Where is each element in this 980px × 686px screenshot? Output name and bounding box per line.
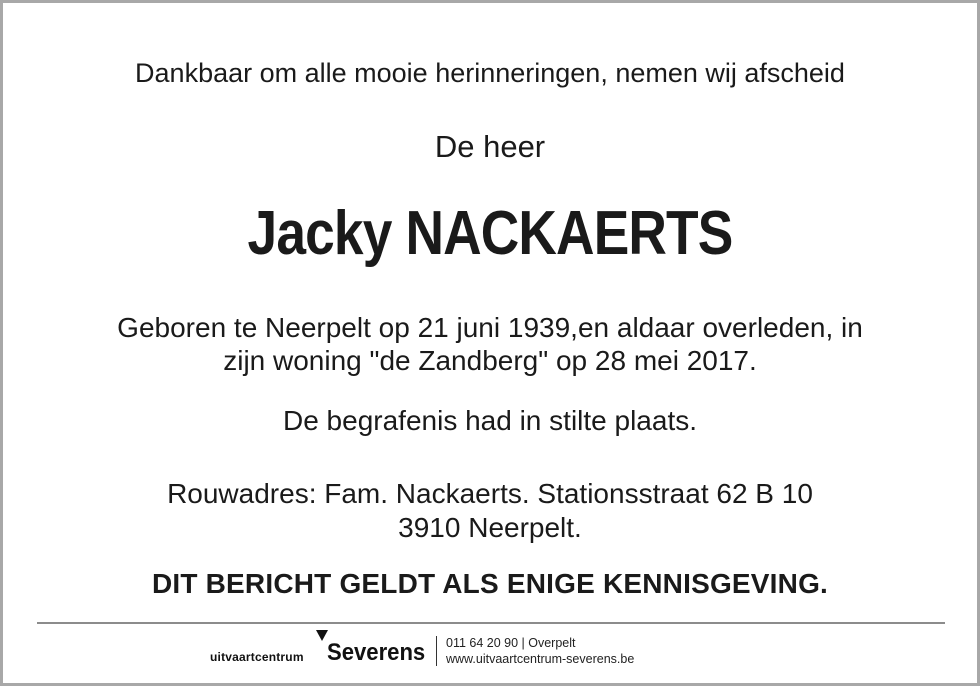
funeral-home-footer [3, 628, 977, 678]
brand-prefix: uitvaartcentrum [210, 650, 304, 664]
address-line-1: Rouwadres: Fam. Nackaerts. Stationsstraat 62 B 10 [167, 478, 813, 509]
deceased-name: Jacky NACKAERTS [247, 199, 733, 268]
website-text: www.uitvaartcentrum-severens.be [446, 652, 635, 666]
birth-death-line-1: Geboren te Neerpelt op 21 juni 1939,en aldaar overleden, in [117, 312, 863, 343]
intro-text: Dankbaar om alle mooie herinneringen, nemen wij afscheid [135, 58, 845, 88]
footer-vertical-divider [436, 636, 437, 666]
birth-death-line-2: zijn woning "de Zandberg" op 28 mei 2017. [223, 345, 757, 376]
footer-divider [37, 622, 945, 624]
official-notice-text: DIT BERICHT GELDT ALS ENIGE KENNISGEVING. [151, 568, 829, 599]
salutation: De heer [434, 129, 546, 164]
funeral-text: De begrafenis had in stilte plaats. [282, 405, 698, 436]
brand-name: Severens [327, 639, 426, 666]
contact-line: 011 64 20 90 | Overpelt [446, 636, 576, 650]
address-line-2: 3910 Neerpelt. [398, 512, 582, 543]
